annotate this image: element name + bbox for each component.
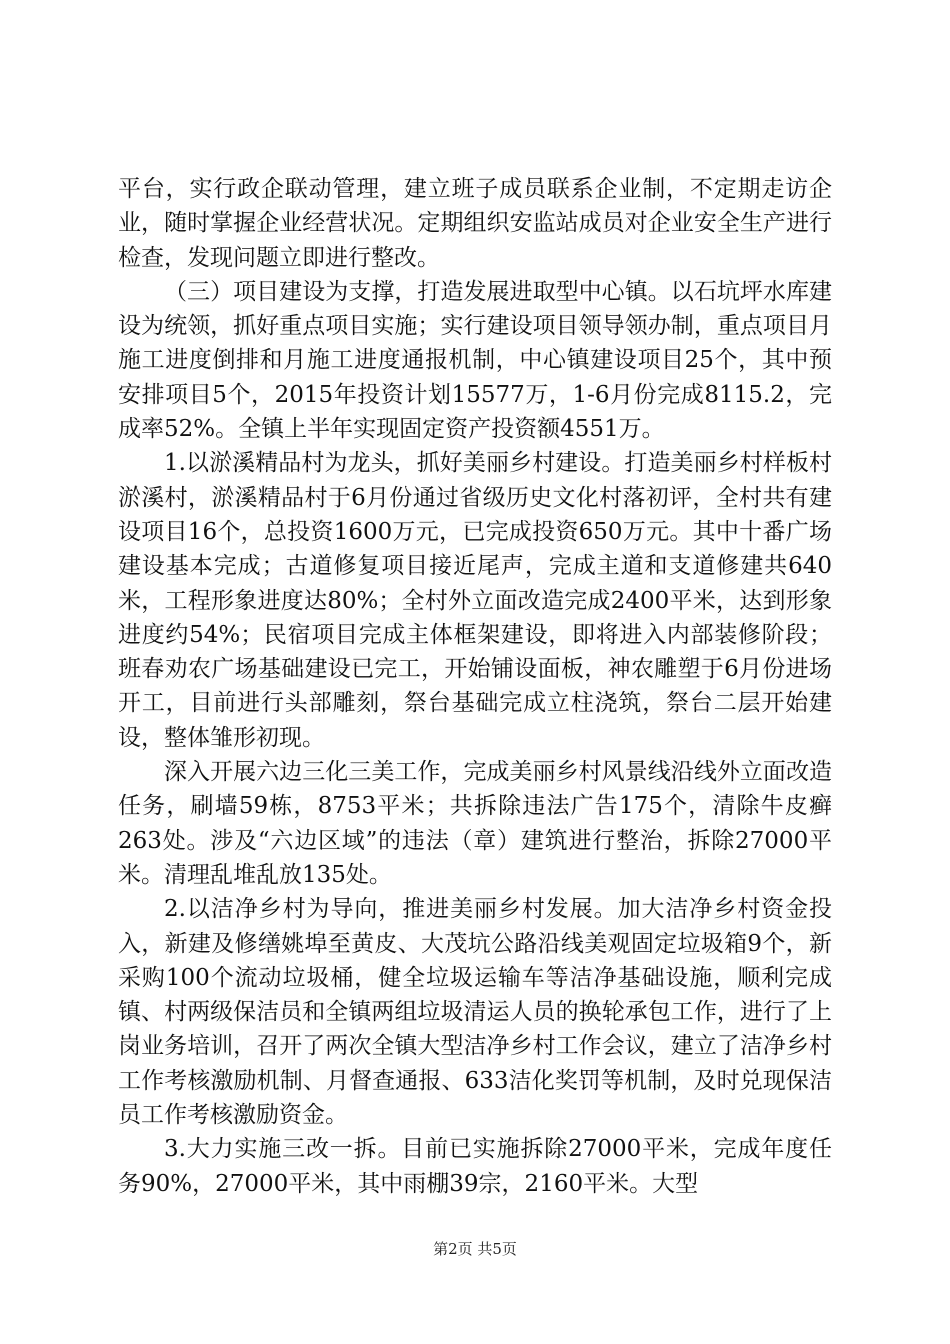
page-number-footer: 第2页 共5页 bbox=[433, 1240, 517, 1258]
paragraph-item-two: 2.以洁净乡村为导向，推进美丽乡村发展。加大洁净乡村资金投入，新建及修缮姚埠至黄皮、大茂坑公路沿线美观固定垃圾箱9个，新采购100个流动垃圾桶，健全垃圾运输车等洁净基础设施，顺利完成镇、村两级保洁员和全镇两组垃圾清运人员的换轮承包工作，进行了上岗业务培训，召开了两次全镇大型洁净乡村工作会议，建立了洁净乡村工作考核激励机制、月督查通报、633洁化奖罚等机制，及时兑现保洁员工作考核激励资金。 bbox=[118, 896, 832, 1129]
paragraph-six-sides: 深入开展六边三化三美工作，完成美丽乡村风景线沿线外立面改造任务，刷墙59栋，8753平米；共拆除违法广告175个，清除牛皮癣263处。涉及“六边区域”的违法（章）建筑进行整治，拆除27000平米。清理乱堆乱放135处。 bbox=[118, 759, 832, 888]
paragraph-section-three: （三）项目建设为支撑，打造发展进取型中心镇。以石坑坪水库建设为统领，抓好重点项目实施；实行建设项目领导领办制，重点项目月施工进度倒排和月施工进度通报机制，中心镇建设项目25个，其中预安排项目5个，2015年投资计划15577万，1-6月份完成8115.2，完成率52%。全镇上半年实现固定资产投资额4551万。 bbox=[118, 278, 832, 443]
paragraph-continuation: 平台，实行政企联动管理，建立班子成员联系企业制，不定期走访企业，随时掌握企业经营状况。定期组织安监站成员对企业安全生产进行检查，发现问题立即进行整改。 bbox=[118, 176, 832, 271]
paragraph-item-three: 3.大力实施三改一拆。目前已实施拆除27000平米，完成年度任务90%，27000平米，其中雨棚39宗，2160平米。大型 bbox=[118, 1136, 832, 1197]
document-body bbox=[118, 172, 832, 1201]
paragraph-item-one: 1.以淤溪精品村为龙头，抓好美丽乡村建设。打造美丽乡村样板村淤溪村，淤溪精品村于6月份通过省级历史文化村落初评，全村共有建设项目16个，总投资1600万元，已完成投资650万元。其中十番广场建设基本完成；古道修复项目接近尾声，完成主道和支道修建共640米，工程形象进度达80%；全村外立面改造完成2400平米，达到形象进度约54%；民宿项目完成主体框架建设，即将进入内部装修阶段；班春劝农广场基础建设已完工，开始铺设面板，神农雕塑于6月份进场开工，目前进行头部雕刻，祭台基础完成立柱浇筑，祭台二层开始建设，整体雏形初现。 bbox=[118, 450, 832, 751]
